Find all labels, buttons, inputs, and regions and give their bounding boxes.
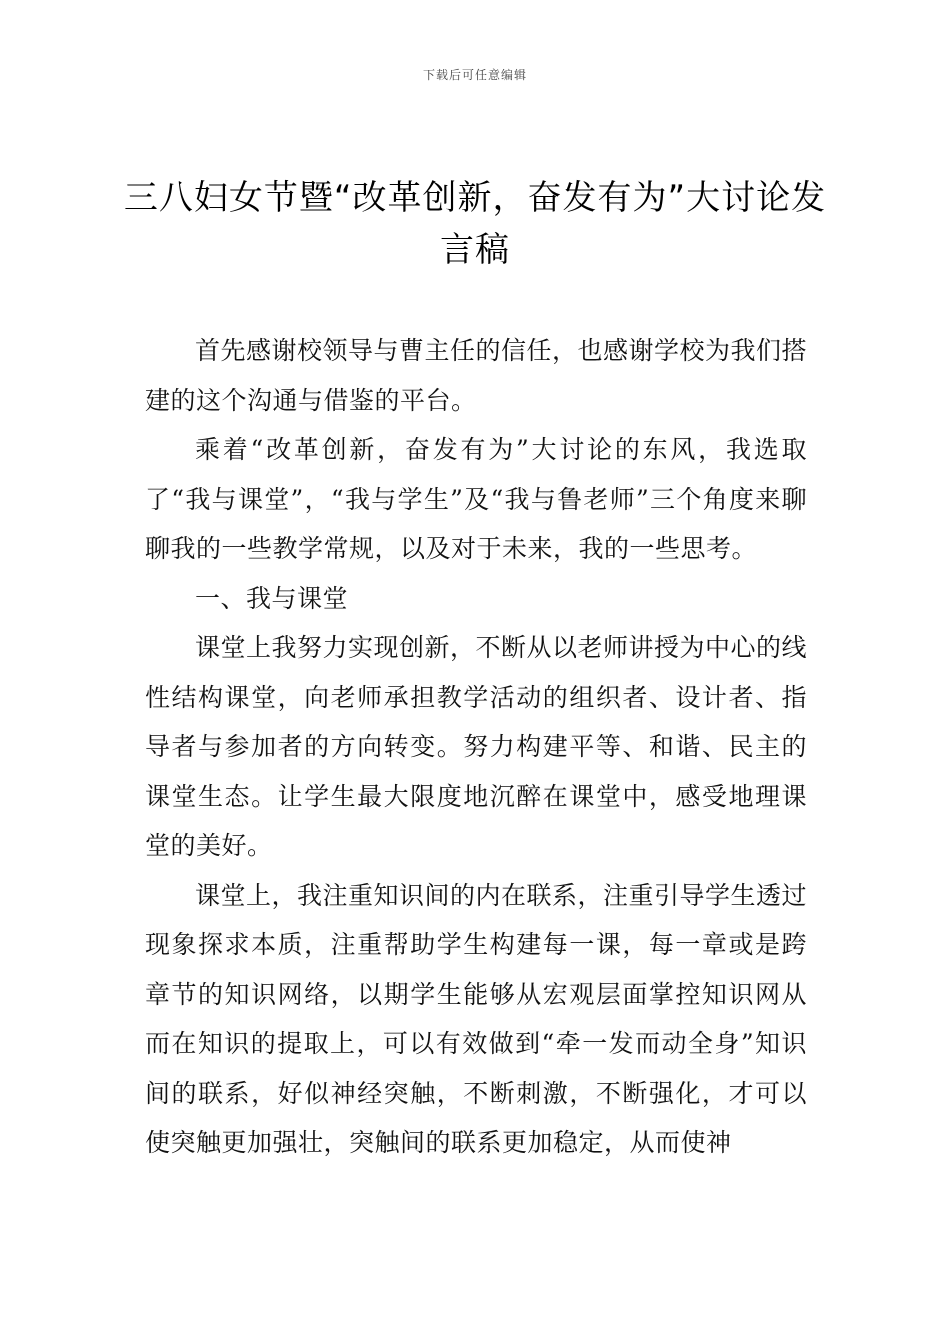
header-note: 下载后可任意编辑 [422, 68, 527, 82]
document-title: 三八妇女节暨“改革创新，奋发有为”大讨论发言稿 [123, 178, 827, 270]
paragraph-classroom-innovation: 课堂上我努力实现创新，不断从以老师讲授为中心的线性结构课堂，向老师承担教学活动的组织者、设计者、指导者与参加者的方向转变。努力构建平等、和谐、民主的课堂生态。让学生最大限度地沉醉在课堂中，感受地理课堂的美好。 [145, 633, 808, 860]
paragraph-overview: 乘着“改革创新，奋发有为”大讨论的东风，我选取了“我与课堂”，“我与学生”及“我与鲁老师”三个角度来聊聊我的一些教学常规，以及对于未来，我的一些思考。 [145, 435, 807, 563]
section-heading-classroom: 一、我与课堂 [195, 583, 349, 613]
paragraph-knowledge-network: 课堂上，我注重知识间的内在联系，注重引导学生透过现象探求本质，注重帮助学生构建每一课，每一章或是跨章节的知识网络，以期学生能够从宏观层面掌控知识网从而在知识的提取上，可以有效做到“牵一发而动全身”知识间的联系，好似神经突触，不断刺激，不断强化，才可以使突触更加强壮，突触间的联系更加稳定，从而使神 [145, 880, 808, 1157]
paragraph-intro: 首先感谢校领导与曹主任的信任，也感谢学校为我们搭建的这个沟通与借鉴的平台。 [145, 336, 808, 415]
document-body [145, 326, 807, 1168]
